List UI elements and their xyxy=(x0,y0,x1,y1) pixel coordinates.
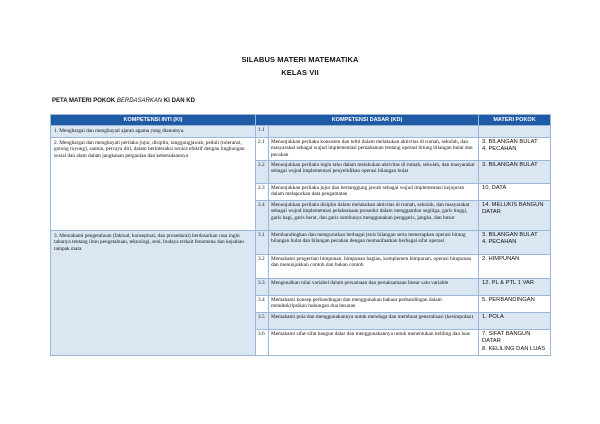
kd-number: 2.1 xyxy=(256,137,269,160)
kd-number: 3.3 xyxy=(256,278,269,295)
document-title: SILABUS MATERI MATEMATIKA xyxy=(241,55,359,64)
header-materi: MATERI POKOK xyxy=(479,115,551,126)
ki3-cell: 3. Memahami pengetahuan (faktual, konseptual, dan prosedural) berdasarkan rasa ingin tahunya tentang ilmu pengetahuan, teknologi, seni, budaya terkait fenomena dan kejadian tampak mata. xyxy=(51,230,256,355)
section-heading-part1: PETA MATERI POKOK xyxy=(52,98,117,104)
syllabus-table xyxy=(50,114,551,356)
kd-number: 2.4 xyxy=(256,200,269,230)
materi-cell xyxy=(479,254,551,278)
kd-text: Memahami konsep perbandingan dan menggunakan bahasa perbandingan dalam mendeskripsikan hubungan dua besaran xyxy=(269,295,479,312)
kd-text: Menunjukkan perilaku ingin tahu dalam melakukan aktivitas di rumah, sekolah, dan masyarakat sebagai wujud implementasi penyelidikan operasi bilangan bulat xyxy=(269,160,479,183)
materi-item: 3. BILANGAN BULAT xyxy=(482,161,538,168)
header-kd: KOMPETENSI DASAR (KD) xyxy=(256,115,479,126)
kd-number: 2.3 xyxy=(256,183,269,200)
materi-cell xyxy=(479,160,551,183)
materi-cell xyxy=(479,183,551,200)
kd-text: Mengenalkan nilai variabel dalam persamaan dan pertaksamaan linear satu variable xyxy=(269,278,479,295)
kd-number: 2.2 xyxy=(256,160,269,183)
kd-text: Membandingkan dan mengurutkan berbagai jenis bilangan serta menerapkan operasi hitung bilangan bulat dan bilangan pecahan dengan memanfaatkan berbagai sifat operasi xyxy=(269,230,479,254)
materi-item: 8. KELILING DAN LUAS xyxy=(482,346,546,353)
materi-cell xyxy=(479,312,551,329)
kd-number: 1.1 xyxy=(256,126,269,138)
kd-text: Memahami pola dan menggunakannya untuk menduga dan membuat generalisasi (kesimpulan) xyxy=(269,312,479,329)
section-heading xyxy=(52,98,195,104)
kd-text: Menunjukkan perilaku konsisten dan teliti dalam melakukan aktivitas di rumah, sekolah, dan masyarakat sebagai wujud implementasi pemahaman tentang operasi hitung bilangan bulat dan pecahan xyxy=(269,137,479,160)
materi-cell xyxy=(479,200,551,230)
materi-item: 10. DATA xyxy=(482,184,507,191)
kd-number: 3.6 xyxy=(256,329,269,355)
kd-number: 3.5 xyxy=(256,312,269,329)
table-header-row xyxy=(51,115,551,126)
document-subtitle-class: KELAS VII xyxy=(281,68,319,77)
kd-number: 3.2 xyxy=(256,254,269,278)
materi-item: 1. POLA xyxy=(482,313,504,320)
kd-number: 3.4 xyxy=(256,295,269,312)
ki2-cell: 2. Menghargai dan menghayati perilaku jujur, disiplin, tanggungjawab, peduli (toleransi, gotong royong), santun, percaya diri, dalam berinteraksi secara efektif dengan lingkungan sosial dan alam dalam jangkauan pergaulan dan keberadaannya xyxy=(51,137,256,230)
section-heading-part2: KI DAN KD xyxy=(162,98,195,104)
ki1-cell: 1. Menghargai dan menghayati ajaran agama yang dianutnya. xyxy=(51,126,256,138)
table-row-ki1 xyxy=(51,126,551,138)
materi-item: 4. PECAHAN xyxy=(482,146,517,153)
kd-text: Memahami sifat-sifat bangun datar dan menggunakannya untuk menentukan keliling dan luas xyxy=(269,329,479,355)
materi-item: 14. MELUKIS BANGUN xyxy=(482,201,544,208)
materi-item: 2. HIMPUNAN xyxy=(482,255,520,262)
kd-text: Menunjukkan perilaku jujur dan bertanggung jawab sebagai wujud implementasi kejujuran dalam melaporkan data pengamatan xyxy=(269,183,479,200)
materi-item: 7. SIFAT BANGUN xyxy=(482,330,531,337)
table-row xyxy=(51,230,551,254)
materi-item: 5. PERBANDINGAN xyxy=(482,296,535,303)
table-row xyxy=(51,137,551,160)
materi-item: 4. PECAHAN xyxy=(482,239,517,246)
materi-cell xyxy=(479,230,551,254)
kd-number: 3.1 xyxy=(256,230,269,254)
materi-item: 12. PL & PTL 1 VAR xyxy=(482,279,534,286)
materi-cell xyxy=(479,278,551,295)
materi-cell xyxy=(479,126,551,138)
kd-text: Menunjukkan perilaku disiplin dalam melakukan aktivitas di rumah, sekolah, dan masyarakat sebagai wujud implementasi pelaksanaan prosedur dalam menggambar segitiga, garis tinggi, garis bagi, garis berat, dan garis sumbunya menggunakan penggaris, jangka, dan busur xyxy=(269,200,479,230)
materi-item: DATAR xyxy=(482,209,501,216)
kd-text: Memahami pengertian himpunan, himpunan bagian, komplemen himpunan, operasi himpunan dan menunjukkan contoh dan bukan contoh xyxy=(269,254,479,278)
materi-cell xyxy=(479,329,551,355)
materi-item: DATAR xyxy=(482,338,501,345)
materi-cell xyxy=(479,137,551,160)
materi-cell xyxy=(479,295,551,312)
materi-item: 3. BILANGAN BULAT xyxy=(482,231,538,238)
materi-item: 3. BILANGAN BULAT xyxy=(482,138,538,145)
section-heading-italic: BERDASARKAN xyxy=(116,98,163,104)
header-ki: KOMPETENSI INTI (KI) xyxy=(51,115,256,126)
kd-text xyxy=(269,126,479,138)
